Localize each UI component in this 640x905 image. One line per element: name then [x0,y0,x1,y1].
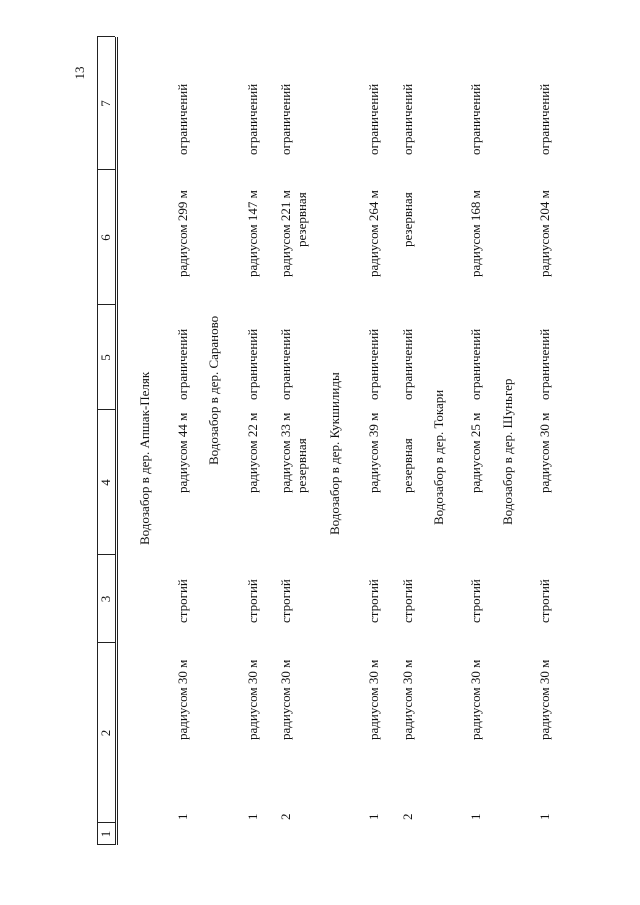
section-title: Водозабор в дер. Апшак-Пеляк [137,371,152,545]
header-col-5: 5 [98,354,113,361]
header-col-4: 4 [98,479,113,486]
zone2-radius: резервная [400,438,415,493]
row-number: 2 [278,813,293,820]
zone1-regime: строгий [278,579,293,623]
zone1-radius: радиусом 30 м [468,659,483,740]
header-col-2: 2 [98,729,113,737]
row-number: 2 [400,813,415,820]
zone2-regime: ограничений [537,328,552,400]
row-number: 1 [537,813,552,820]
zone3-radius: радиусом 264 м [366,190,381,277]
section-title: Водозабор в дер. Токари [431,389,446,525]
zone2-radius: радиусом 22 м [245,412,260,493]
zone1-regime: строгий [175,579,190,623]
zone2-radius: радиусом 30 м [537,412,552,493]
zone3-radius: радиусом 204 м [537,190,552,277]
header-col-7: 7 [98,100,113,107]
zone3-regime: ограничений [366,83,381,155]
zone3-regime: ограничений [278,83,293,155]
zone3-radius: радиусом 147 м [245,190,260,277]
zone2-regime: ограничений [175,328,190,400]
zone3-radius: радиусом 299 м [175,190,190,277]
page-number: 13 [72,66,87,80]
row-number: 1 [468,813,483,820]
zone2-note: резервная [294,438,309,493]
section-title: Водозабор в дер. Сараново [206,315,221,465]
zone1-regime: строгий [245,579,260,623]
zone1-radius: радиусом 30 м [245,659,260,740]
zone1-regime: строгий [400,579,415,623]
table-header-rule [115,37,116,845]
zone3-regime: ограничений [175,83,190,155]
zone3-radius: радиусом 221 м [278,190,293,277]
zone3-regime: ограничений [537,83,552,155]
zone1-regime: строгий [366,579,381,623]
zone1-radius: радиусом 30 м [175,659,190,740]
section-title: Водозабор в дер. Кукшилиды [327,372,342,535]
zone2-regime: ограничений [400,328,415,400]
zone2-radius: радиусом 25 м [468,412,483,493]
row-number: 1 [175,813,190,820]
zone1-radius: радиусом 30 м [400,659,415,740]
header-col-3: 3 [98,595,113,603]
zone2-radius: радиусом 39 м [366,412,381,493]
zone2-radius: радиусом 44 м [175,412,190,493]
zone2-regime: ограничений [366,328,381,400]
zone1-radius: радиусом 30 м [537,659,552,740]
table-header-rule-double [117,37,118,845]
zone3-regime: ограничений [245,83,260,155]
header-col-6: 6 [98,234,113,241]
header-col-1: 1 [98,830,113,838]
zone1-regime: строгий [468,579,483,623]
zone1-radius: радиусом 30 м [366,659,381,740]
zone3-radius: радиусом 168 м [468,190,483,277]
zone2-regime: ограничений [278,328,293,400]
section-title: Водозабор в дер. Шуньгер [500,378,515,525]
zone3-regime: ограничений [468,83,483,155]
zone2-regime: ограничений [245,328,260,400]
row-number: 1 [366,813,381,820]
zone3-regime: ограничений [400,83,415,155]
zone2-radius: радиусом 33 м [278,412,293,493]
zone1-radius: радиусом 30 м [278,659,293,740]
zone1-regime: строгий [537,579,552,623]
zone3-radius: резервная [400,192,415,247]
zone2-regime: ограничений [468,328,483,400]
row-number: 1 [245,813,260,820]
table-top-rule [97,37,98,845]
zone3-note: резервная [294,192,309,247]
